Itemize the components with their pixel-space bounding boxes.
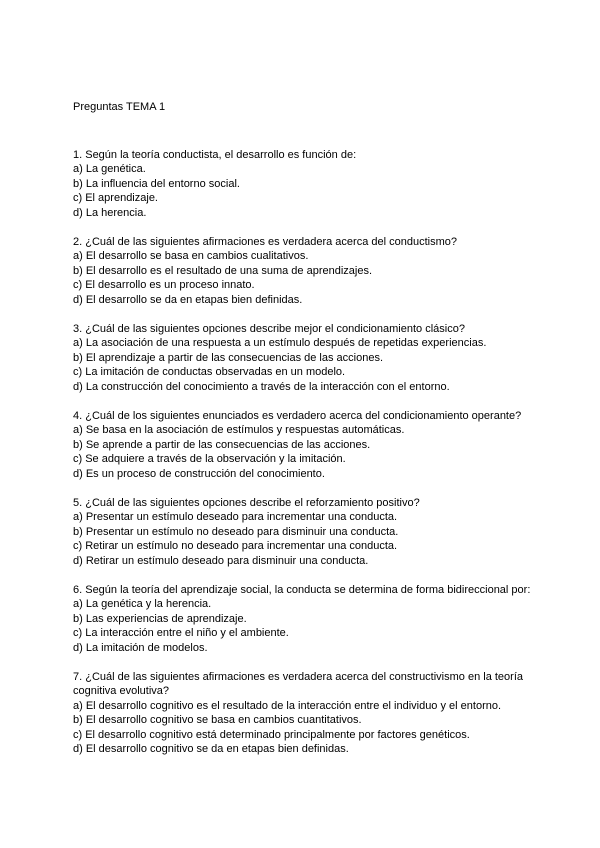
option-c: c) Se adquiere a través de la observación y la imitación. xyxy=(73,453,346,465)
option-b: b) Las experiencias de aprendizaje. xyxy=(73,612,247,625)
question-3 xyxy=(73,322,553,395)
question-text: 6. Según la teoría del aprendizaje social, la conducta se determina de forma bidireccional por: xyxy=(73,583,531,596)
option-a: a) El desarrollo cognitivo es el resultado de la interacción entre el individuo y el entorno. xyxy=(73,699,502,712)
option-a: a) La genética y la herencia. xyxy=(73,598,212,610)
option-c: c) La interacción entre el niño y el ambiente. xyxy=(73,627,289,639)
question-text: 4. ¿Cuál de los siguientes enunciados es verdadero acerca del condicionamiento operante? xyxy=(73,409,522,422)
option-a: a) Se basa en la asociación de estímulos y respuestas automáticas. xyxy=(73,424,405,436)
option-d: d) El desarrollo se da en etapas bien definidas. xyxy=(73,293,303,306)
option-c: c) El aprendizaje. xyxy=(73,192,158,204)
option-d: d) La imitación de modelos. xyxy=(73,641,208,654)
option-a: a) El desarrollo se basa en cambios cualitativos. xyxy=(73,250,309,262)
option-c: c) Retirar un estímulo no deseado para incrementar una conducta. xyxy=(73,540,398,552)
option-d: d) Retirar un estímulo deseado para disminuir una conducta. xyxy=(73,554,369,567)
option-d: d) Es un proceso de construcción del conocimiento. xyxy=(73,467,325,480)
option-c: c) El desarrollo cognitivo está determinado principalmente por factores genéticos. xyxy=(73,728,470,741)
question-2 xyxy=(73,235,553,308)
question-6 xyxy=(73,583,553,656)
question-text: 3. ¿Cuál de las siguientes opciones describe mejor el condicionamiento clásico? xyxy=(73,322,465,335)
question-5 xyxy=(73,496,553,569)
question-4 xyxy=(73,409,553,482)
option-a: a) La genética. xyxy=(73,163,146,175)
option-a: a) La asociación de una respuesta a un estímulo después de repetidas experiencias. xyxy=(73,337,487,349)
option-b: b) La influencia del entorno social. xyxy=(73,177,240,190)
option-d: d) La herencia. xyxy=(73,206,147,219)
option-c: c) El desarrollo es un proceso innato. xyxy=(73,279,255,291)
question-text: 1. Según la teoría conductista, el desarrollo es función de: xyxy=(73,148,357,161)
option-b: b) El aprendizaje a partir de las consecuencias de las acciones. xyxy=(73,351,384,364)
question-text: 7. ¿Cuál de las siguientes afirmaciones es verdadera acerca del constructivismo en la teoría cognitiva evolutiva? xyxy=(73,670,524,697)
document-title: Preguntas TEMA 1 xyxy=(73,101,166,113)
question-1 xyxy=(73,148,553,221)
question-text: 5. ¿Cuál de las siguientes opciones describe el reforzamiento positivo? xyxy=(73,496,420,509)
option-d: d) La construcción del conocimiento a través de la interacción con el entorno. xyxy=(73,380,450,393)
option-a: a) Presentar un estímulo deseado para incrementar una conducta. xyxy=(73,511,398,523)
option-b: b) El desarrollo es el resultado de una suma de aprendizajes. xyxy=(73,264,373,277)
question-7 xyxy=(73,670,553,757)
document-page xyxy=(73,100,553,771)
option-d: d) El desarrollo cognitivo se da en etapas bien definidas. xyxy=(73,743,349,755)
option-c: c) La imitación de conductas observadas en un modelo. xyxy=(73,366,346,378)
option-b: b) Presentar un estímulo no deseado para disminuir una conducta. xyxy=(73,525,399,538)
option-b: b) El desarrollo cognitivo se basa en cambios cuantitativos. xyxy=(73,714,362,726)
question-text: 2. ¿Cuál de las siguientes afirmaciones es verdadera acerca del conductismo? xyxy=(73,235,457,248)
option-b: b) Se aprende a partir de las consecuencias de las acciones. xyxy=(73,438,371,451)
